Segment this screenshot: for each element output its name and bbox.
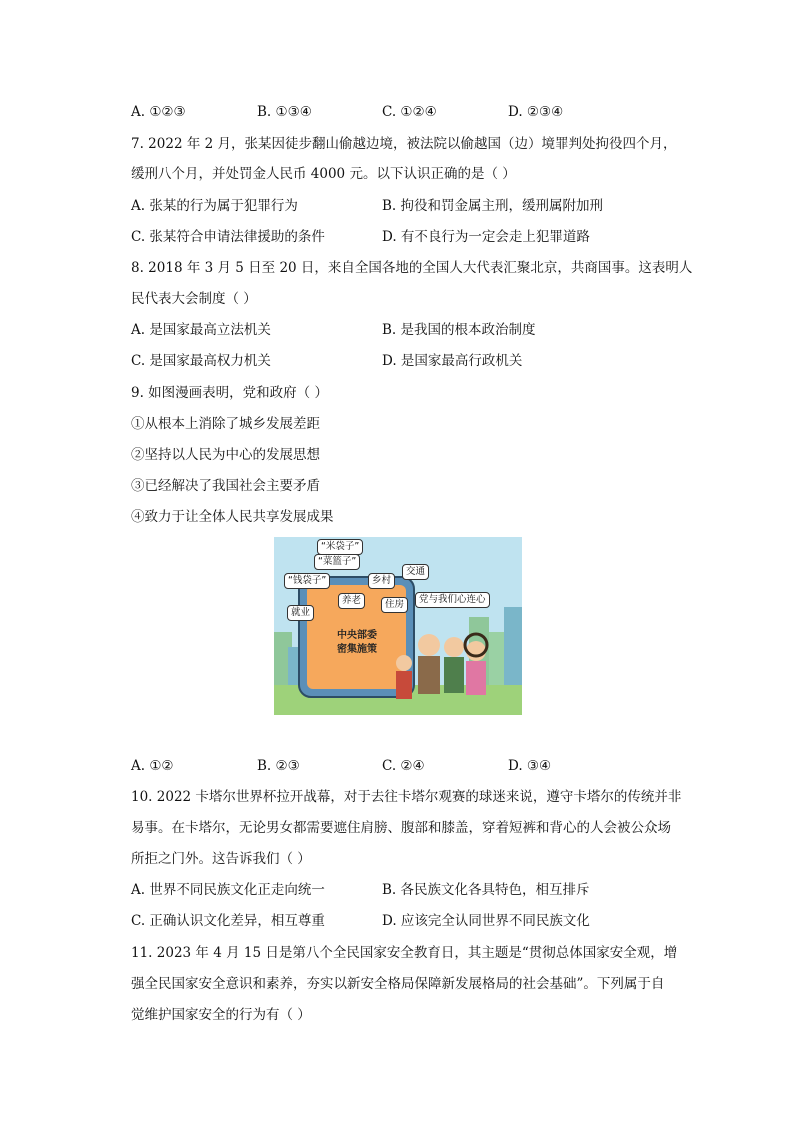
bubble-employment: 就业: [287, 605, 314, 621]
q6-option-c: C. ①②④: [382, 104, 437, 120]
bubble-rice-bag: “米袋子”: [317, 539, 363, 555]
q8-option-c: C. 是国家最高权力机关: [131, 353, 271, 369]
q10-option-c: C. 正确认识文化差异，相互尊重: [131, 913, 325, 929]
q8-stem-line-2: 民代表大会制度（ ）: [131, 291, 257, 307]
q10-stem-line-1: 10. 2022 卡塔尔世界杯拉开战幕，对于去往卡塔尔观赛的球迷来说，遵守卡塔尔的传统并非: [131, 789, 682, 805]
q6-option-d: D. ②③④: [508, 104, 564, 120]
q7-stem-line-1: 7. 2022 年 2 月，张某因徒步翻山偷越边境，被法院以偷越国（边）境罪判处拘役四个月，: [131, 136, 677, 152]
q7-option-a: A. 张某的行为属于犯罪行为: [131, 198, 298, 214]
bubble-party-slogan: 党与我们心连心: [415, 592, 490, 608]
q9-item-1: ①从根本上消除了城乡发展差距: [131, 416, 320, 432]
q9-option-c: C. ②④: [382, 758, 425, 774]
q10-stem-line-3: 所拒之门外。这告诉我们（ ）: [131, 851, 311, 867]
q10-option-b: B. 各民族文化各具特色，相互排斥: [382, 882, 590, 898]
bubble-housing: 住房: [381, 597, 408, 613]
q7-option-d: D. 有不良行为一定会走上犯罪道路: [382, 229, 590, 245]
q8-option-b: B. 是我国的根本政治制度: [382, 322, 536, 338]
q11-stem-line-3: 觉维护国家安全的行为有（ ）: [131, 1007, 311, 1023]
bubble-money-bag: “钱袋子”: [284, 573, 330, 589]
q10-stem-line-2: 易事。在卡塔尔，无论男女都需要遮住肩膀、腹部和膝盖，穿着短裤和背心的人会被公众场: [131, 820, 671, 836]
q9-item-4: ④致力于让全体人民共享发展成果: [131, 509, 334, 525]
q10-option-d: D. 应该完全认同世界不同民族文化: [382, 913, 590, 929]
q9-option-b: B. ②③: [257, 758, 300, 774]
q9-option-a: A. ①②: [131, 758, 174, 774]
q7-stem-line-2: 缓刑八个月，并处罚金人民币 4000 元。以下认识正确的是（ ）: [131, 166, 516, 182]
q6-option-b: B. ①③④: [257, 104, 312, 120]
cartoon-illustration: [274, 537, 522, 715]
q7-option-c: C. 张某符合申请法律援助的条件: [131, 229, 325, 245]
q9-stem: 9. 如图漫画表明，党和政府（ ）: [131, 385, 328, 401]
q9-item-3: ③已经解决了我国社会主要矛盾: [131, 478, 320, 494]
bubble-transport: 交通: [402, 564, 429, 580]
bubble-vegetable-basket: “菜篮子”: [314, 554, 360, 570]
q6-option-a: A. ①②③: [131, 104, 186, 120]
q8-stem-line-1: 8. 2018 年 3 月 5 日至 20 日，来自全国各地的全国人大代表汇聚北京，共商国事。这表明人: [131, 260, 693, 276]
q7-option-b: B. 拘役和罚金属主刑，缓刑属附加刑: [382, 198, 604, 214]
q9-option-d: D. ③④: [508, 758, 552, 774]
screen-text-line-1: 中央部委: [337, 630, 377, 641]
q11-stem-line-1: 11. 2023 年 4 月 15 日是第八个全民国家安全教育日，其主题是“贯彻总体国家安全观，增: [131, 945, 678, 961]
screen-text-line-2: 密集施策: [337, 644, 377, 655]
q8-option-a: A. 是国家最高立法机关: [131, 322, 271, 338]
bubble-rural: 乡村: [368, 573, 395, 589]
q9-cartoon: [274, 537, 522, 715]
q8-option-d: D. 是国家最高行政机关: [382, 353, 523, 369]
q9-item-2: ②坚持以人民为中心的发展思想: [131, 447, 320, 463]
q10-option-a: A. 世界不同民族文化正走向统一: [131, 882, 325, 898]
bubble-elderly-care: 养老: [338, 593, 365, 609]
q11-stem-line-2: 强全民国家安全意识和素养，夯实以新安全格局保障新发展格局的社会基础”。下列属于自: [131, 976, 665, 992]
